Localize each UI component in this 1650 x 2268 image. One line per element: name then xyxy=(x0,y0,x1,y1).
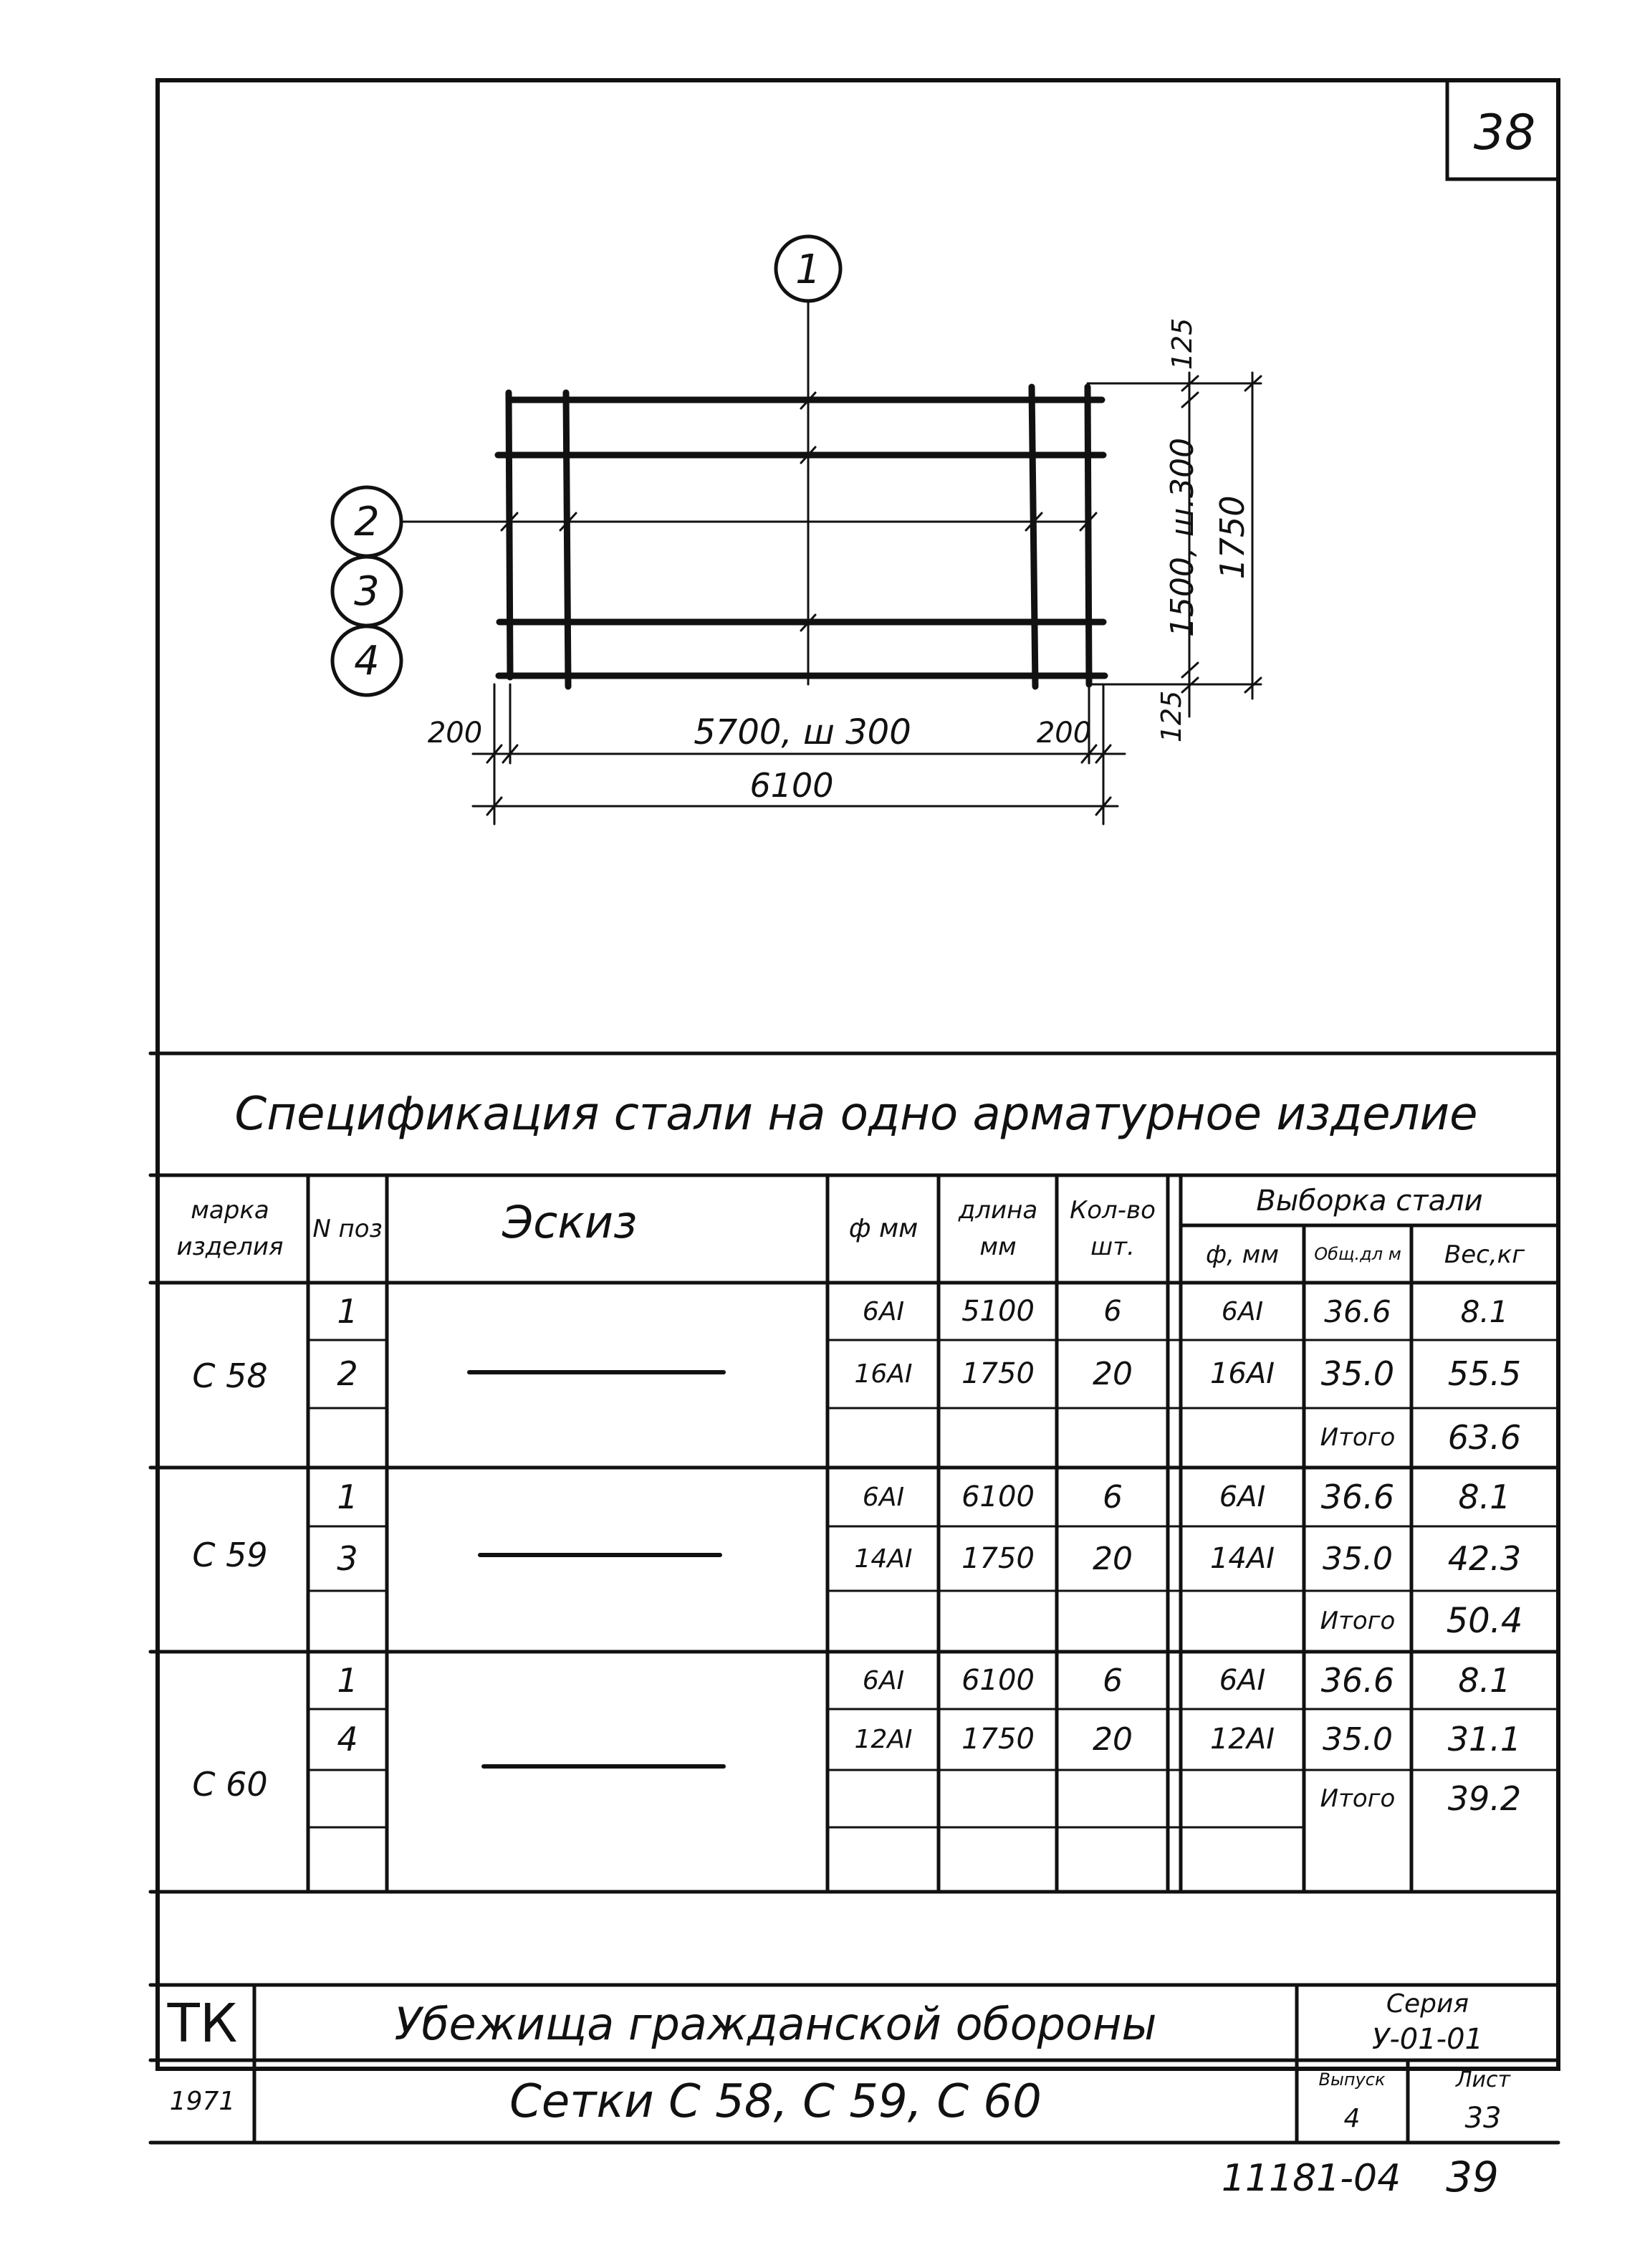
weight-c59-3: 42.3 xyxy=(1447,1539,1522,1578)
header-dia: ф мм xyxy=(848,1214,918,1243)
dia-c58-1: 6АI xyxy=(862,1296,905,1326)
sheet-value: 33 xyxy=(1464,2102,1502,2135)
dim-overall-w: 6100 xyxy=(749,766,834,805)
dim-left-200: 200 xyxy=(427,717,483,750)
total-label-c58: Итого xyxy=(1320,1423,1396,1452)
header-sel-dia: ф, мм xyxy=(1206,1240,1279,1269)
header-sel-weight: Вес,кг xyxy=(1444,1240,1525,1269)
dia-c59-1: 6АI xyxy=(862,1482,905,1512)
header-length: длина мм xyxy=(958,1196,1038,1261)
dim-bottom-125: 125 xyxy=(1156,690,1187,743)
sellen-c60-1: 36.6 xyxy=(1320,1661,1395,1700)
weight-c60-4: 31.1 xyxy=(1447,1720,1522,1759)
total-c59: 50.4 xyxy=(1446,1601,1523,1641)
header-selection: Выборка стали xyxy=(1256,1185,1483,1217)
len-c58-1: 5100 xyxy=(961,1295,1035,1328)
mark-c60: С 60 xyxy=(192,1765,268,1804)
org-code: ТК xyxy=(167,1993,238,2054)
pos-c59-3: 3 xyxy=(337,1539,358,1578)
project-title: Убежища гражданской обороны xyxy=(394,1997,1157,2050)
weight-c59-1: 8.1 xyxy=(1458,1478,1511,1516)
pos-c59-1: 1 xyxy=(337,1478,358,1516)
dia-c59-3: 14АI xyxy=(854,1544,913,1574)
page-number: 39 xyxy=(1446,2153,1499,2201)
qty-c59-3: 20 xyxy=(1093,1540,1133,1577)
total-c60: 39.2 xyxy=(1447,1779,1522,1818)
mark-c58: С 58 xyxy=(192,1357,268,1395)
total-c58: 63.6 xyxy=(1447,1418,1522,1457)
seldia-c59-1: 6АI xyxy=(1219,1480,1266,1513)
dim-overall-h: 1750 xyxy=(1213,495,1252,580)
sheet-number: 38 xyxy=(1473,104,1536,161)
spec-title: Спецификация стали на одно арматурное изделие xyxy=(234,1088,1478,1141)
drawing-title: Сетки С 58, С 59, С 60 xyxy=(509,2075,1042,2128)
issue-label: Выпуск xyxy=(1318,2070,1386,2090)
header-pos: N поз xyxy=(312,1214,383,1243)
pos-c58-2: 2 xyxy=(337,1354,358,1393)
total-label-c60: Итого xyxy=(1320,1784,1396,1813)
pos-c60-1: 1 xyxy=(337,1661,358,1700)
len-c60-4: 1750 xyxy=(961,1723,1035,1756)
weight-c58-1: 8.1 xyxy=(1460,1293,1509,1329)
dia-c60-4: 12АI xyxy=(854,1724,913,1754)
seldia-c58-2: 16АI xyxy=(1209,1357,1275,1390)
callout-1: 1 xyxy=(795,246,821,293)
qty-c58-2: 20 xyxy=(1093,1355,1133,1392)
dim-top-125: 125 xyxy=(1166,317,1198,370)
weight-c60-1: 8.1 xyxy=(1458,1661,1511,1700)
dim-bars: 5700, ш 300 xyxy=(694,712,911,752)
sellen-c58-1: 36.6 xyxy=(1324,1293,1391,1329)
pos-c60-4: 4 xyxy=(337,1720,358,1759)
dia-c60-1: 6АI xyxy=(862,1665,905,1695)
callout-3: 3 xyxy=(354,568,380,615)
header-mark: марка изделия xyxy=(176,1196,284,1261)
qty-c59-1: 6 xyxy=(1103,1478,1123,1516)
seldia-c58-1: 6АI xyxy=(1221,1296,1264,1326)
mesh-sketch xyxy=(498,387,1105,686)
year: 1971 xyxy=(169,2087,236,2116)
mark-c59: С 59 xyxy=(192,1536,268,1574)
sellen-c59-1: 36.6 xyxy=(1320,1478,1395,1516)
series-label: Серия xyxy=(1386,1989,1469,2019)
qty-c58-1: 6 xyxy=(1103,1295,1122,1328)
len-c59-3: 1750 xyxy=(961,1542,1035,1575)
issue-value: 4 xyxy=(1343,2103,1361,2133)
dim-right-200: 200 xyxy=(1036,717,1092,750)
dim-middle: 1500, ш.300 xyxy=(1164,437,1201,638)
sellen-c58-2: 35.0 xyxy=(1320,1354,1395,1393)
total-label-c59: Итого xyxy=(1320,1607,1396,1635)
weight-c58-2: 55.5 xyxy=(1447,1354,1522,1393)
qty-c60-1: 6 xyxy=(1103,1662,1123,1699)
sellen-c60-4: 35.0 xyxy=(1323,1721,1393,1758)
archive-number: 11181-04 xyxy=(1221,2157,1401,2200)
callout-2: 2 xyxy=(354,498,380,545)
sellen-c59-3: 35.0 xyxy=(1323,1540,1393,1577)
len-c59-1: 6100 xyxy=(961,1480,1035,1513)
header-sel-len: Общ.дл м xyxy=(1314,1244,1401,1265)
seldia-c60-1: 6АI xyxy=(1219,1664,1266,1697)
len-c60-1: 6100 xyxy=(961,1664,1035,1697)
seldia-c60-4: 12АI xyxy=(1209,1723,1275,1756)
qty-c60-4: 20 xyxy=(1093,1721,1133,1758)
series-value: У-01-01 xyxy=(1371,2023,1484,2056)
header-sketch: Эскиз xyxy=(502,1195,638,1248)
len-c58-2: 1750 xyxy=(961,1357,1035,1390)
dia-c58-2: 16АI xyxy=(854,1359,913,1389)
sheet-label: Лист xyxy=(1455,2067,1511,2092)
pos-c58-1: 1 xyxy=(337,1292,358,1331)
callout-4: 4 xyxy=(354,637,380,684)
header-qty: Кол-во шт. xyxy=(1070,1196,1156,1261)
seldia-c59-3: 14АI xyxy=(1209,1542,1275,1575)
